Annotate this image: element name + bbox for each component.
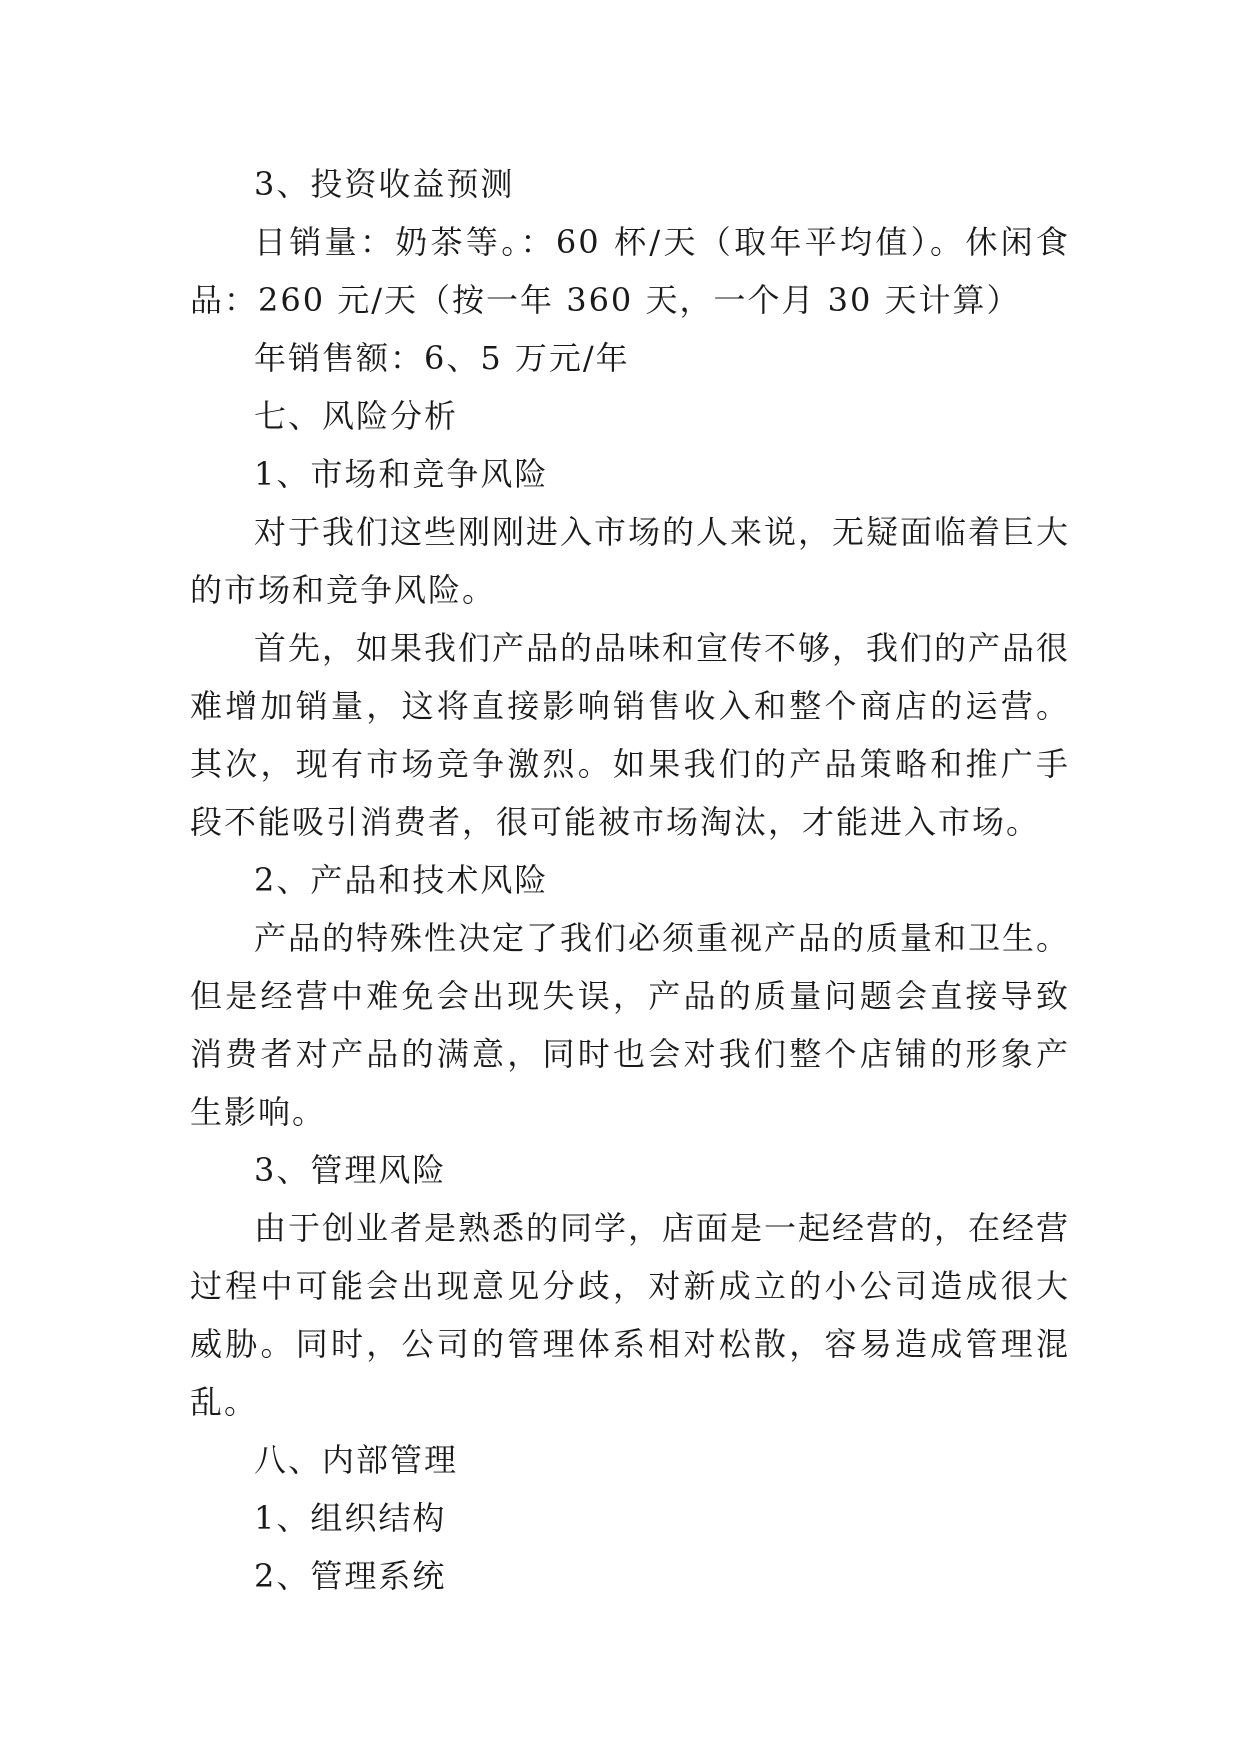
paragraph-market-risk-detail: 首先，如果我们产品的品味和宣传不够，我们的产品很难增加销量，这将直接影响销售收入和整个商店的运营。其次，现有市场竞争激烈。如果我们的产品策略和推广手段不能吸引消费者，很可能被市场淘汰，才能进入市场。 <box>190 629 1071 841</box>
paragraph-product-risk: 产品的特殊性决定了我们必须重视产品的质量和卫生。但是经营中难免会出现失误，产品的质量问题会直接导致消费者对产品的满意，同时也会对我们整个店铺的形象产生影响。 <box>190 919 1071 1131</box>
subheading-org-structure: 1、组织结构 <box>254 1499 447 1537</box>
section-heading-investment-forecast: 3、投资收益预测 <box>254 165 515 203</box>
subheading-management-system: 2、管理系统 <box>254 1557 447 1595</box>
paragraph-management-risk: 由于创业者是熟悉的同学，店面是一起经营的，在经营过程中可能会出现意见分歧，对新成立的小公司造成很大威胁。同时，公司的管理体系相对松散，容易造成管理混乱。 <box>190 1209 1071 1421</box>
subheading-management-risk: 3、管理风险 <box>254 1151 447 1189</box>
subheading-market-risk: 1、市场和竞争风险 <box>254 455 549 493</box>
section-heading-risk-analysis: 七、风险分析 <box>254 397 459 435</box>
paragraph-annual-sales: 年销售额：6、5 万元/年 <box>254 339 630 377</box>
subheading-product-risk: 2、产品和技术风险 <box>254 861 549 899</box>
paragraph-daily-sales: 日销量：奶茶等。：60 杯/天（取年平均值）。休闲食品：260 元/天（按一年 360 天，一个月 30 天计算） <box>190 223 1070 319</box>
paragraph-market-risk-intro: 对于我们这些刚刚进入市场的人来说，无疑面临着巨大的市场和竞争风险。 <box>190 513 1071 609</box>
section-heading-internal-management: 八、内部管理 <box>254 1441 459 1479</box>
document-body <box>190 155 1070 1605</box>
